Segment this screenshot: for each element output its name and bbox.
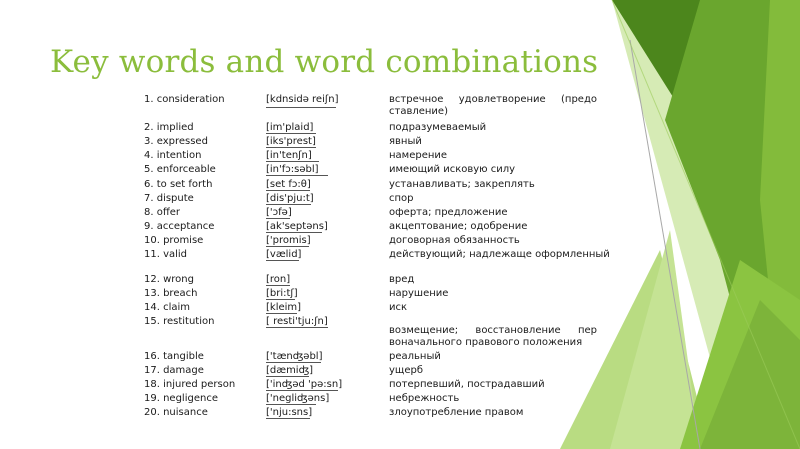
underline xyxy=(266,107,336,108)
transcription: [iks'prest] xyxy=(266,136,316,147)
term: 17. damage xyxy=(144,365,204,376)
term: 3. expressed xyxy=(144,136,208,147)
underline xyxy=(266,190,310,191)
translation-justified xyxy=(389,94,597,118)
term: 6. to set forth xyxy=(144,179,213,190)
transcription: [ron] xyxy=(266,274,291,285)
translation: потерпевший, пострадавший xyxy=(389,379,545,390)
word: пер xyxy=(577,325,597,336)
translation: устанавливать; закреплять xyxy=(389,179,535,190)
transcription: [vælid] xyxy=(266,249,302,260)
term: 16. tangible xyxy=(144,351,204,362)
translation: злоупотребление правом xyxy=(389,407,524,418)
underline xyxy=(266,204,311,205)
underline xyxy=(266,175,328,176)
translation: спор xyxy=(389,193,414,204)
term: 12. wrong xyxy=(144,274,194,285)
transcription: ['promis] xyxy=(266,235,311,246)
translation: явный xyxy=(389,136,422,147)
translation: действующий; надлежаще оформленный xyxy=(389,249,610,260)
term: 14. claim xyxy=(144,302,191,313)
word: встречное xyxy=(389,94,444,105)
underline xyxy=(266,147,316,148)
continuation-line: ставление) xyxy=(389,106,448,117)
word: (предо xyxy=(561,94,597,105)
translation: оферта; предложение xyxy=(389,207,508,218)
word: удовлетворение xyxy=(458,94,546,105)
term: 1. consideration xyxy=(144,94,225,105)
translation-justified xyxy=(389,325,597,349)
underline xyxy=(266,161,319,162)
translation: реальный xyxy=(389,351,441,362)
term: 20. nuisance xyxy=(144,407,208,418)
transcription: [dis'pju:t] xyxy=(266,193,314,204)
transcription: [ak'septəns] xyxy=(266,221,328,232)
translation: договорная обязанность xyxy=(389,235,520,246)
underline xyxy=(266,418,310,419)
term: 8. offer xyxy=(144,207,180,218)
term: 18. injured person xyxy=(144,379,236,390)
underline xyxy=(266,285,290,286)
underline xyxy=(266,218,290,219)
translation: небрежность xyxy=(389,393,460,404)
term: 7. dispute xyxy=(144,193,194,204)
underline xyxy=(266,376,309,377)
translation: подразумеваемый xyxy=(389,122,487,133)
transcription: [in'fɔ:səbl] xyxy=(266,164,319,175)
translation: акцептование; одобрение xyxy=(389,221,528,232)
transcription: [set fɔ:θ] xyxy=(266,179,311,190)
term: 9. acceptance xyxy=(144,221,215,232)
transcription: [kdnsidə reiʃn] xyxy=(266,94,339,105)
transcription: ['inʤəd 'pə:sn] xyxy=(266,379,343,390)
underline xyxy=(266,232,322,233)
underline xyxy=(266,299,295,300)
term: 2. implied xyxy=(144,122,194,133)
underline xyxy=(266,390,338,391)
slide-title: Key words and word combinations xyxy=(50,44,599,80)
translation: иск xyxy=(389,302,408,313)
underline xyxy=(266,327,328,328)
term: 4. intention xyxy=(144,150,202,161)
term: 13. breach xyxy=(144,288,198,299)
underline xyxy=(266,313,297,314)
transcription: [im'plaid] xyxy=(266,122,314,133)
translation: имеющий исковую силу xyxy=(389,164,516,175)
term: 15. restitution xyxy=(144,316,215,327)
underline xyxy=(266,133,316,134)
justified-line xyxy=(389,94,597,106)
translation: ущерб xyxy=(389,365,424,376)
transcription: [kleim] xyxy=(266,302,302,313)
justified-line xyxy=(389,325,597,337)
transcription: [bri:tʃ] xyxy=(266,288,298,299)
translation: нарушение xyxy=(389,288,449,299)
transcription: [dæmiʤ] xyxy=(266,365,314,376)
word: возмещение; xyxy=(389,325,459,336)
transcription: [ resti'tju:ʃn] xyxy=(266,316,328,327)
word: восстановление xyxy=(475,325,561,336)
translation: намерение xyxy=(389,150,448,161)
term: 10. promise xyxy=(144,235,204,246)
continuation-line: воначального правового положения xyxy=(389,337,583,348)
underline xyxy=(266,246,309,247)
term: 11. valid xyxy=(144,249,188,260)
transcription: ['ɔfə] xyxy=(266,207,292,218)
underline xyxy=(266,404,316,405)
term: 5. enforceable xyxy=(144,164,216,175)
transcription: [in'tenʃn] xyxy=(266,150,312,161)
transcription: ['nju:sns] xyxy=(266,407,313,418)
translation: вред xyxy=(389,274,415,285)
underline xyxy=(266,260,299,261)
transcription: ['tænʤəbl] xyxy=(266,351,323,362)
transcription: ['negliʤəns] xyxy=(266,393,330,404)
term: 19. negligence xyxy=(144,393,218,404)
underline xyxy=(266,362,321,363)
